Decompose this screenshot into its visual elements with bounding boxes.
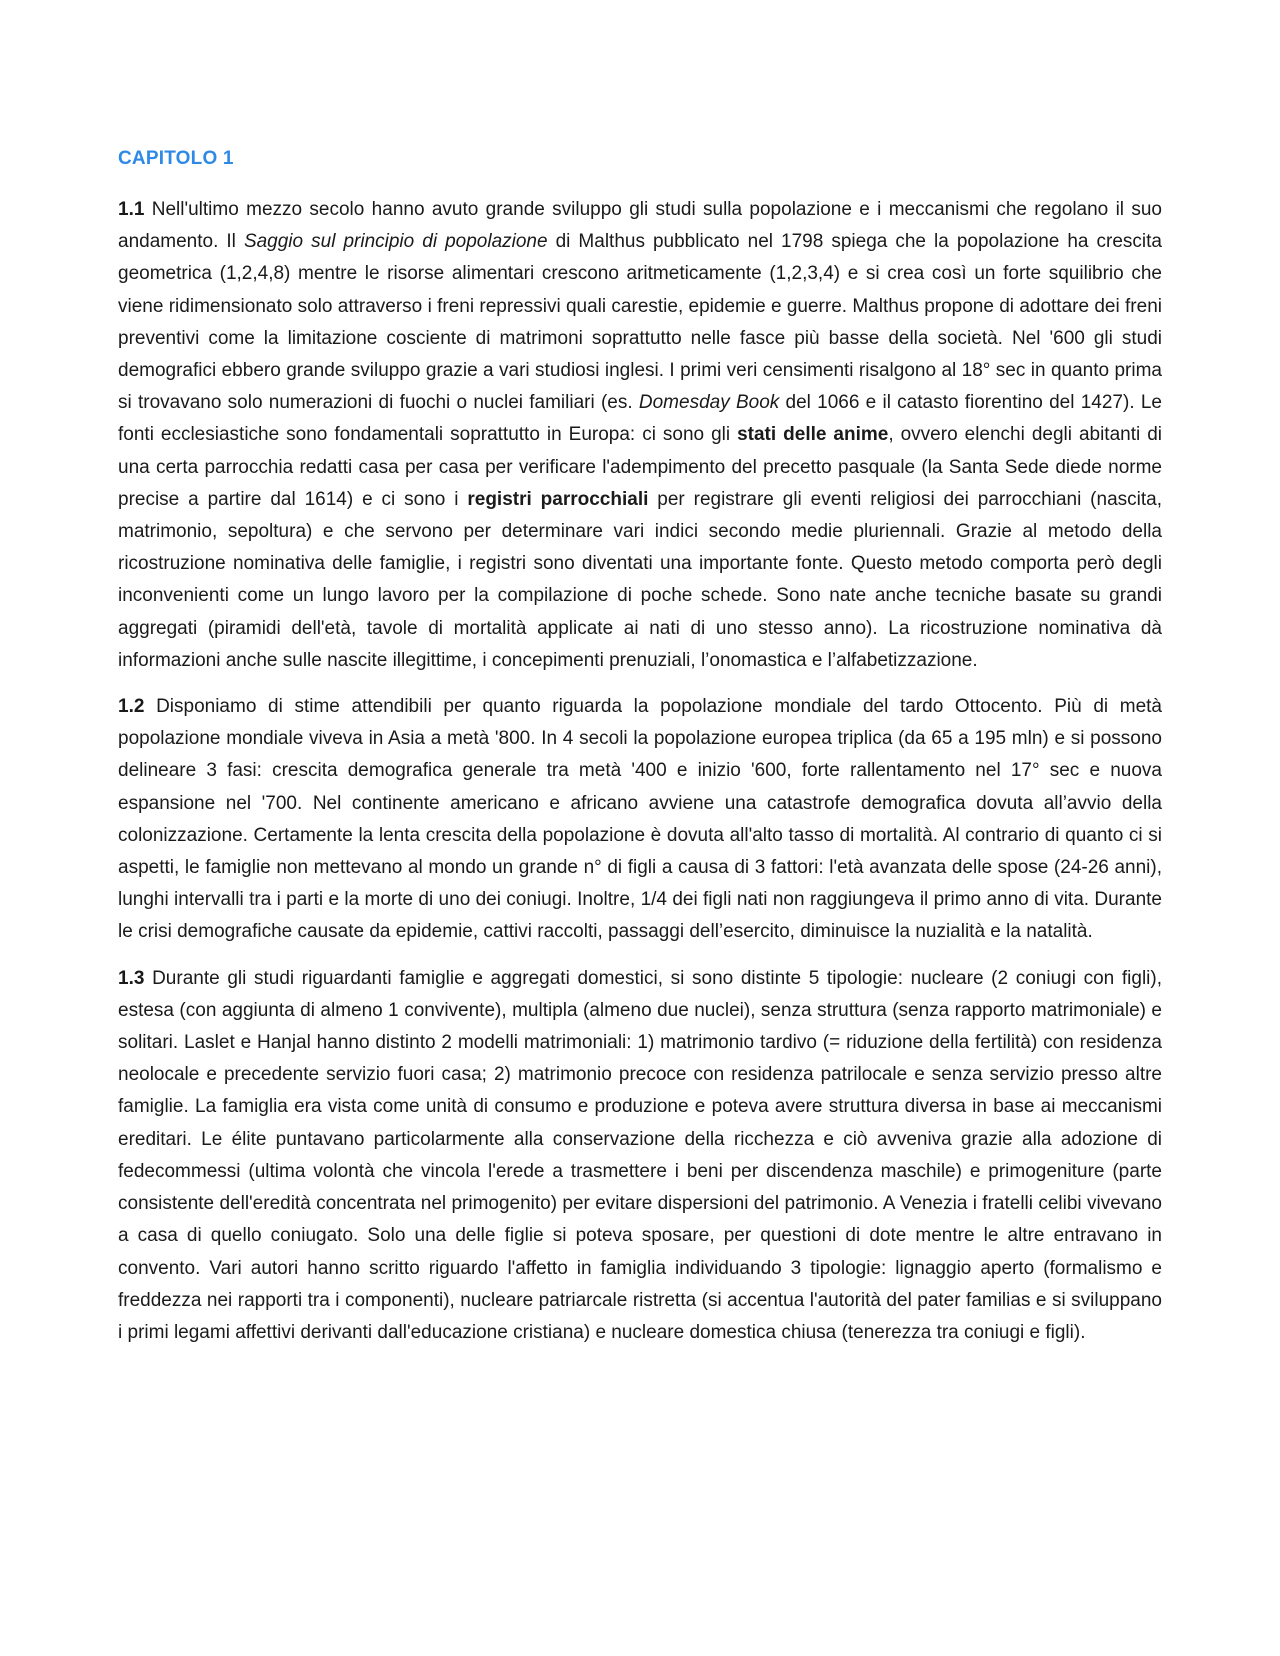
- chapter-title: CAPITOLO 1: [118, 148, 234, 169]
- section-number: 1.2: [118, 696, 145, 718]
- text-run-italic: Saggio sul principio di popolazione: [243, 231, 548, 253]
- section-1-1: [118, 194, 1162, 677]
- text-run: per registrare gli eventi religiosi dei parrocchiani (nascita, matrimonio, sepoltura) e che servono per determinare vari indici secondo medie pluriennali. Grazie al metodo della ricostruzione nominativa delle famiglie, i registri sono diventati una importante fonte. Questo metodo comporta però degli inconvenienti come un lungo lavoro per la compilazione di poche schede. Sono nate anche tecniche basate su grandi aggregati (piramidi dell'età, tavole di mortalità applicate ai nati di uno stesso anno). La ricostruzione nominativa dà informazioni anche sulle nascite illegittime, i concepimenti prenuziali, l’onomastica e l’alfabetizzazione.: [118, 488, 1162, 671]
- document-page: [118, 146, 1162, 1363]
- text-run-italic: Domesday Book: [638, 392, 780, 414]
- section-number: 1.3: [118, 967, 145, 989]
- text-run: Nell'ultimo mezzo secolo hanno avuto grande sviluppo gli studi sulla popolazione e i meccanismi che regolano il suo andamento. Il: [118, 199, 1162, 253]
- text-run: Disponiamo di stime attendibili per quanto riguarda la popolazione mondiale del tardo Ottocento. Più di metà popolazione mondiale viveva in Asia a metà '800. In 4 secoli la popolazione europea triplica (da 65 a 195 mln) e si possono delineare 3 fasi: crescita demografica generale tra metà '400 e inizio '600, forte rallentamento nel 17° sec e nuova espansione nel '700. Nel continente americano e africano avviene una catastrofe demografica dovuta all’avvio della colonizzazione. Certamente la lenta crescita della popolazione è dovuta all'alto tasso di mortalità. Al contrario di quanto ci si aspetti, le famiglie non mettevano al mondo un grande n° di figli a causa di 3 fattori: l'età avanzata delle spose (24-26 anni), lunghi intervalli tra i parti e la morte di uno dei coniugi. Inoltre, 1/4 dei figli nati non raggiungeva il primo anno di vita. Durante le crisi demografiche causate da epidemie, cattivi raccolti, passaggi dell’esercito, diminuisce la nuzialità e la natalità.: [118, 696, 1162, 943]
- text-run: di Malthus pubblicato nel 1798 spiega che la popolazione ha crescita geometrica (1,2,4,8) mentre le risorse alimentari crescono aritmeticamente (1,2,3,4) e si crea così un forte squilibrio che viene ridimensionato solo attraverso i freni repressivi quali carestie, epidemie e guerre. Malthus propone di adottare dei freni preventivi come la limitazione cosciente di matrimoni soprattutto nelle fasce più basse della società. Nel '600 gli studi demografici ebbero grande sviluppo grazie a vari studiosi inglesi. I primi veri censimenti risalgono al 18° sec in quanto prima si trovavano solo numerazioni di fuochi o nuclei familiari (es.: [118, 231, 1162, 414]
- text-run-bold: registri parrocchiali: [467, 488, 649, 510]
- text-run: del 1066 e il catasto fiorentino del 1427). Le fonti ecclesiastiche sono fondamentali soprattutto in Europa: ci sono gli: [118, 392, 1162, 446]
- section-1-3: [118, 963, 1162, 1349]
- section-1-2: [118, 691, 1162, 949]
- section-number: 1.1: [118, 199, 145, 220]
- text-run-bold: stati delle anime: [737, 424, 889, 446]
- text-run: , ovvero elenchi degli abitanti di una certa parrocchia redatti casa per casa per verificare l'adempimento del precetto pasquale (la Santa Sede diede norme precise a partire dal 1614) e ci sono i: [118, 424, 1162, 510]
- text-run: Durante gli studi riguardanti famiglie e aggregati domestici, si sono distinte 5 tipologie: nucleare (2 coniugi con figli), estesa (con aggiunta di almeno 1 convivente), multipla (almeno due nuclei), senza struttura (senza rapporto matrimoniale) e solitari. Laslet e Hanjal hanno distinto 2 modelli matrimoniali: 1) matrimonio tardivo (= riduzione della fertilità) con residenza neolocale e precedente servizio fuori casa; 2) matrimonio precoce con residenza patrilocale e senza servizio presso altre famiglie. La famiglia era vista come unità di consumo e produzione e poteva avere struttura diversa in base ai meccanismi ereditari. Le élite puntavano particolarmente alla conservazione della ricchezza e ciò avveniva grazie alla adozione di fedecommessi (ultima volontà che vincola l'erede a trasmettere i beni per discendenza maschile) e primogeniture (parte consistente dell'eredità concentrata nel primogenito) per evitare dispersioni del patrimonio. A Venezia i fratelli celibi vivevano a casa di quello coniugato. Solo una delle figlie si poteva sposare, per questioni di dote mentre le altre entravano in convento. Vari autori hanno scritto riguardo l'affetto in famiglia individuando 3 tipologie: lignaggio aperto (formalismo e freddezza nei rapporti tra i componenti), nucleare patriarcale ristretta (si accentua l'autorità del pater familias e si sviluppano i primi legami affettivi derivanti dall'educazione cristiana) e nucleare domestica chiusa (tenerezza tra coniugi e figli).: [118, 967, 1162, 1343]
